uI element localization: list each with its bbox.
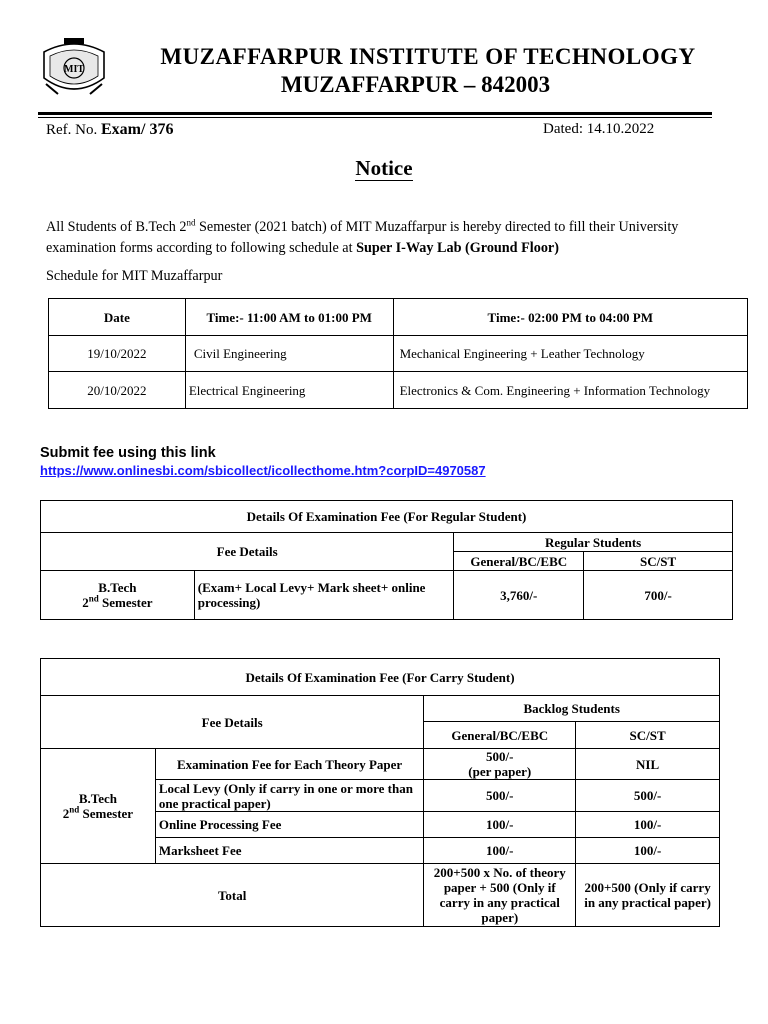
scst-amount: 700/- bbox=[584, 571, 733, 620]
scst-col-header: SC/ST bbox=[584, 552, 733, 571]
scst-amount: 100/- bbox=[576, 838, 720, 864]
table-cell: 19/10/2022 bbox=[49, 336, 186, 372]
general-note: (per paper) bbox=[468, 764, 532, 779]
institute-city: MUZAFFARPUR – 842003 bbox=[280, 72, 551, 97]
fee-components: (Exam+ Local Levy+ Mark sheet+ online processing) bbox=[194, 571, 454, 620]
header-divider bbox=[38, 112, 712, 115]
general-col-header: General/BC/EBC bbox=[424, 722, 576, 749]
table-cell: Electrical Engineering bbox=[185, 372, 393, 409]
table-row bbox=[41, 749, 720, 780]
scst-col-header: SC/ST bbox=[576, 722, 720, 749]
header-cell: Date bbox=[49, 299, 186, 336]
notice-title-text: Notice bbox=[355, 156, 413, 180]
table-total-row bbox=[41, 864, 720, 927]
regular-fee-table bbox=[40, 500, 733, 620]
table-row bbox=[49, 372, 748, 409]
para-text-2: Semester (2021 batch) of MIT Muzaffarpur is hereby directed to fill their University examination forms according to following schedule at bbox=[46, 219, 679, 256]
header-cell: Time:- 11:00 AM to 01:00 PM bbox=[185, 299, 393, 336]
table-header-row bbox=[49, 299, 748, 336]
general-amount: 500/- bbox=[424, 780, 576, 812]
schedule-caption: Schedule for MIT Muzaffarpur bbox=[46, 268, 223, 284]
header-divider-thin bbox=[38, 117, 712, 118]
logo-text: MIT bbox=[64, 64, 84, 75]
table-cell: Electronics & Com. Engineering + Information Technology bbox=[393, 372, 747, 409]
semester-label: 2nd Semester bbox=[62, 804, 134, 821]
fee-item-label: Local Levy (Only if carry in one or more than one practical paper) bbox=[155, 780, 424, 812]
regular-students-header: Regular Students bbox=[454, 533, 733, 552]
table-cell: Mechanical Engineering + Leather Technology bbox=[393, 336, 747, 372]
institute-seal-icon bbox=[36, 34, 112, 102]
date-line: Dated: 14.10.2022 bbox=[543, 121, 655, 137]
para-text-1: All Students of B.Tech 2 bbox=[46, 219, 187, 235]
total-scst: 200+500 (Only if carry in any practical paper) bbox=[576, 864, 720, 927]
table-title-row bbox=[41, 659, 720, 696]
notice-title bbox=[0, 156, 768, 181]
semester-label: 2nd Semester bbox=[82, 593, 153, 610]
table-title-row bbox=[41, 501, 733, 533]
table-header-row bbox=[41, 533, 733, 552]
carry-fee-title: Details Of Examination Fee (For Carry Student) bbox=[41, 659, 720, 696]
submit-fee-label: Submit fee using this link bbox=[40, 445, 216, 461]
total-general: 200+500 x No. of theory paper + 500 (Only if carry in any practical paper) bbox=[424, 864, 576, 927]
fee-details-header: Fee Details bbox=[41, 533, 454, 571]
fee-item-label: Online Processing Fee bbox=[155, 812, 424, 838]
carry-fee-table bbox=[40, 658, 720, 927]
course-name: B.Tech bbox=[78, 791, 117, 806]
course-cell bbox=[41, 571, 195, 620]
table-cell: Civil Engineering bbox=[185, 336, 393, 372]
table-row bbox=[41, 571, 733, 620]
institute-logo bbox=[36, 34, 112, 102]
table-cell: 20/10/2022 bbox=[49, 372, 186, 409]
scst-amount: 500/- bbox=[576, 780, 720, 812]
table-header-row bbox=[41, 696, 720, 722]
header-cell: Time:- 02:00 PM to 04:00 PM bbox=[393, 299, 747, 336]
scst-amount: NIL bbox=[576, 749, 720, 780]
fee-item-label: Examination Fee for Each Theory Paper bbox=[155, 749, 424, 780]
general-amount: 3,760/- bbox=[454, 571, 584, 620]
total-label: Total bbox=[41, 864, 424, 927]
para-venue: Super I-Way Lab (Ground Floor) bbox=[356, 240, 559, 256]
scst-amount: 100/- bbox=[576, 812, 720, 838]
schedule-table bbox=[48, 298, 748, 409]
reference-number bbox=[46, 121, 173, 139]
ref-number: Exam/ 376 bbox=[101, 121, 174, 138]
general-amount: 100/- bbox=[424, 812, 576, 838]
fee-details-header: Fee Details bbox=[41, 696, 424, 749]
general-col-header: General/BC/EBC bbox=[454, 552, 584, 571]
notice-paragraph bbox=[46, 217, 726, 259]
course-name: B.Tech bbox=[98, 580, 137, 595]
fee-item-label: Marksheet Fee bbox=[155, 838, 424, 864]
payment-link[interactable]: https://www.onlinesbi.com/sbicollect/icollecthome.htm?corpID=4970587 bbox=[40, 463, 486, 478]
ref-prefix: Ref. No. bbox=[46, 122, 98, 138]
regular-fee-title: Details Of Examination Fee (For Regular Student) bbox=[41, 501, 733, 533]
general-amount: 500/- (per paper) bbox=[424, 749, 576, 780]
table-row bbox=[49, 336, 748, 372]
course-cell bbox=[41, 749, 156, 864]
para-sup: nd bbox=[186, 217, 196, 228]
institute-name: MUZAFFARPUR INSTITUTE OF TECHNOLOGY bbox=[160, 44, 696, 69]
general-amount: 100/- bbox=[424, 838, 576, 864]
backlog-students-header: Backlog Students bbox=[424, 696, 720, 722]
